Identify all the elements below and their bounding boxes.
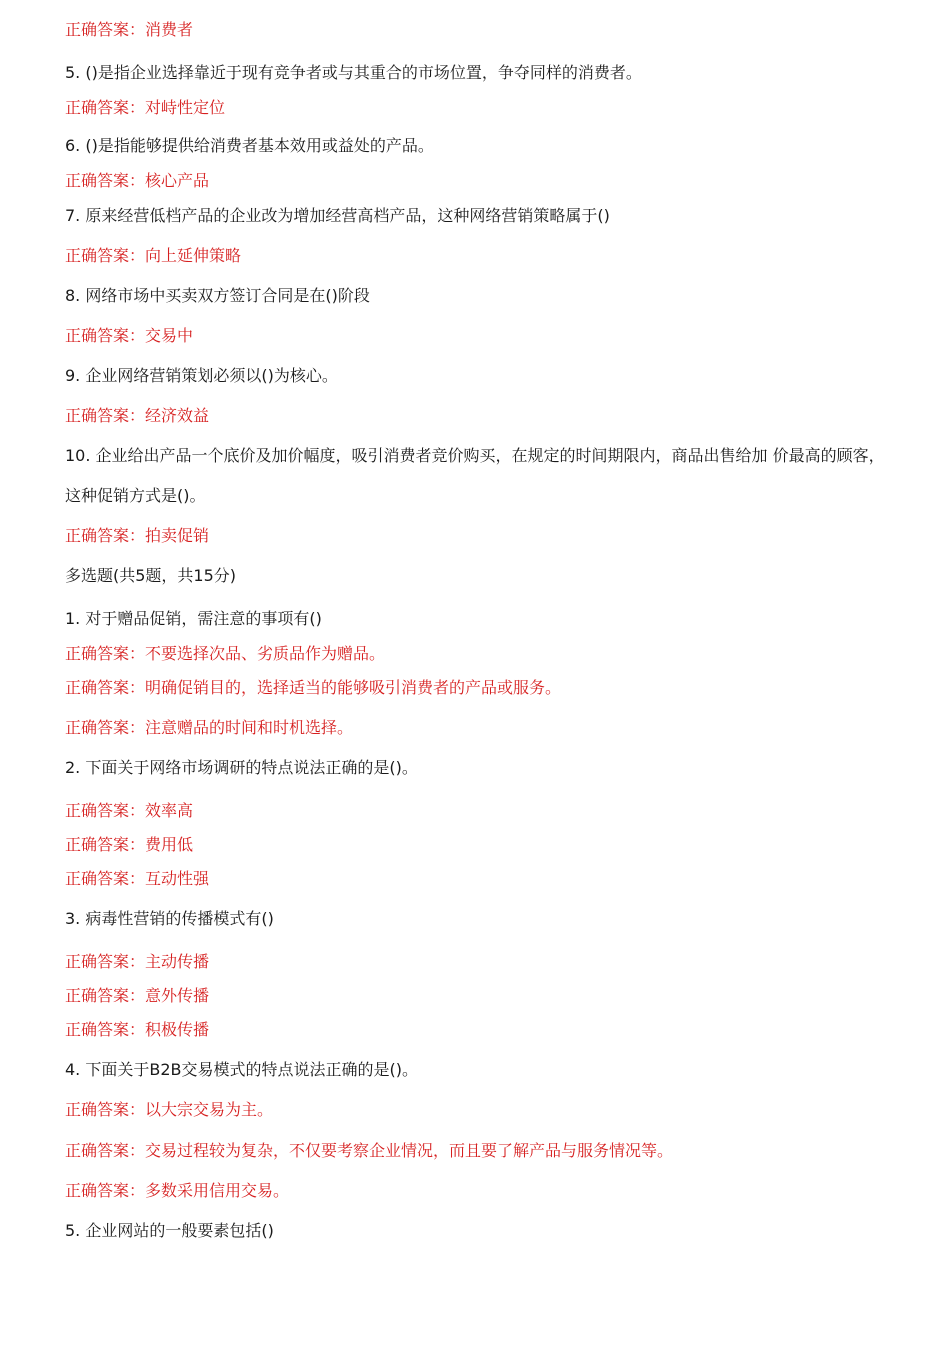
answer-line: 正确答案：费用低 [65, 835, 194, 854]
answer-line: 正确答案：效率高 [65, 801, 194, 820]
answer-line: 正确答案：拍卖促销 [65, 526, 210, 545]
answer-line: 正确答案：以大宗交易为主。 [65, 1100, 274, 1119]
section-heading: 多选题(共5题，共15分) [65, 566, 237, 585]
answer-line: 正确答案：注意赠品的时间和时机选择。 [65, 718, 354, 737]
answer-line: 正确答案：经济效益 [65, 406, 210, 425]
answer-line: 正确答案：积极传播 [65, 1020, 210, 1039]
answer-line: 正确答案：交易过程较为复杂，不仅要考察企业情况，而且要了解产品与服务情况等。 [65, 1141, 674, 1160]
answer-line: 正确答案：对峙性定位 [65, 98, 226, 117]
question-line: 5. 企业网站的一般要素包括() [65, 1221, 274, 1240]
answer-line: 正确答案：互动性强 [65, 869, 210, 888]
question-line: 7. 原来经营低档产品的企业改为增加经营高档产品，这种网络营销策略属于() [65, 206, 610, 225]
question-line: 3. 病毒性营销的传播模式有() [65, 909, 274, 928]
answer-line: 正确答案：意外传播 [65, 986, 210, 1005]
question-line: 1. 对于赠品促销，需注意的事项有() [65, 609, 322, 628]
question-line: 2. 下面关于网络市场调研的特点说法正确的是()。 [65, 758, 418, 777]
question-line: 6. ()是指能够提供给消费者基本效用或益处的产品。 [65, 136, 434, 155]
answer-line: 正确答案：向上延伸策略 [65, 246, 242, 265]
answer-line: 正确答案：不要选择次品、劣质品作为赠品。 [65, 644, 386, 663]
answer-line: 正确答案：明确促销目的，选择适当的能够吸引消费者的产品或服务。 [65, 678, 562, 697]
question-line: 5. ()是指企业选择靠近于现有竞争者或与其重合的市场位置，争夺同样的消费者。 [65, 63, 642, 82]
answer-line: 正确答案：多数采用信用交易。 [65, 1181, 290, 1200]
question-line: 10. 企业给出产品一个底价及加价幅度，吸引消费者竞价购买，在规定的时间期限内，商品出售给加 价最高的顾客，这种促销方式是()。 [65, 446, 885, 505]
question-line: 8. 网络市场中买卖双方签订合同是在()阶段 [65, 286, 370, 305]
answer-line: 正确答案：核心产品 [65, 171, 210, 190]
answer-line: 正确答案：主动传播 [65, 952, 210, 971]
answer-line: 正确答案：消费者 [65, 20, 194, 39]
question-line: 9. 企业网络营销策划必须以()为核心。 [65, 366, 338, 385]
question-line: 4. 下面关于B2B交易模式的特点说法正确的是()。 [65, 1060, 418, 1079]
answer-line: 正确答案：交易中 [65, 326, 194, 345]
